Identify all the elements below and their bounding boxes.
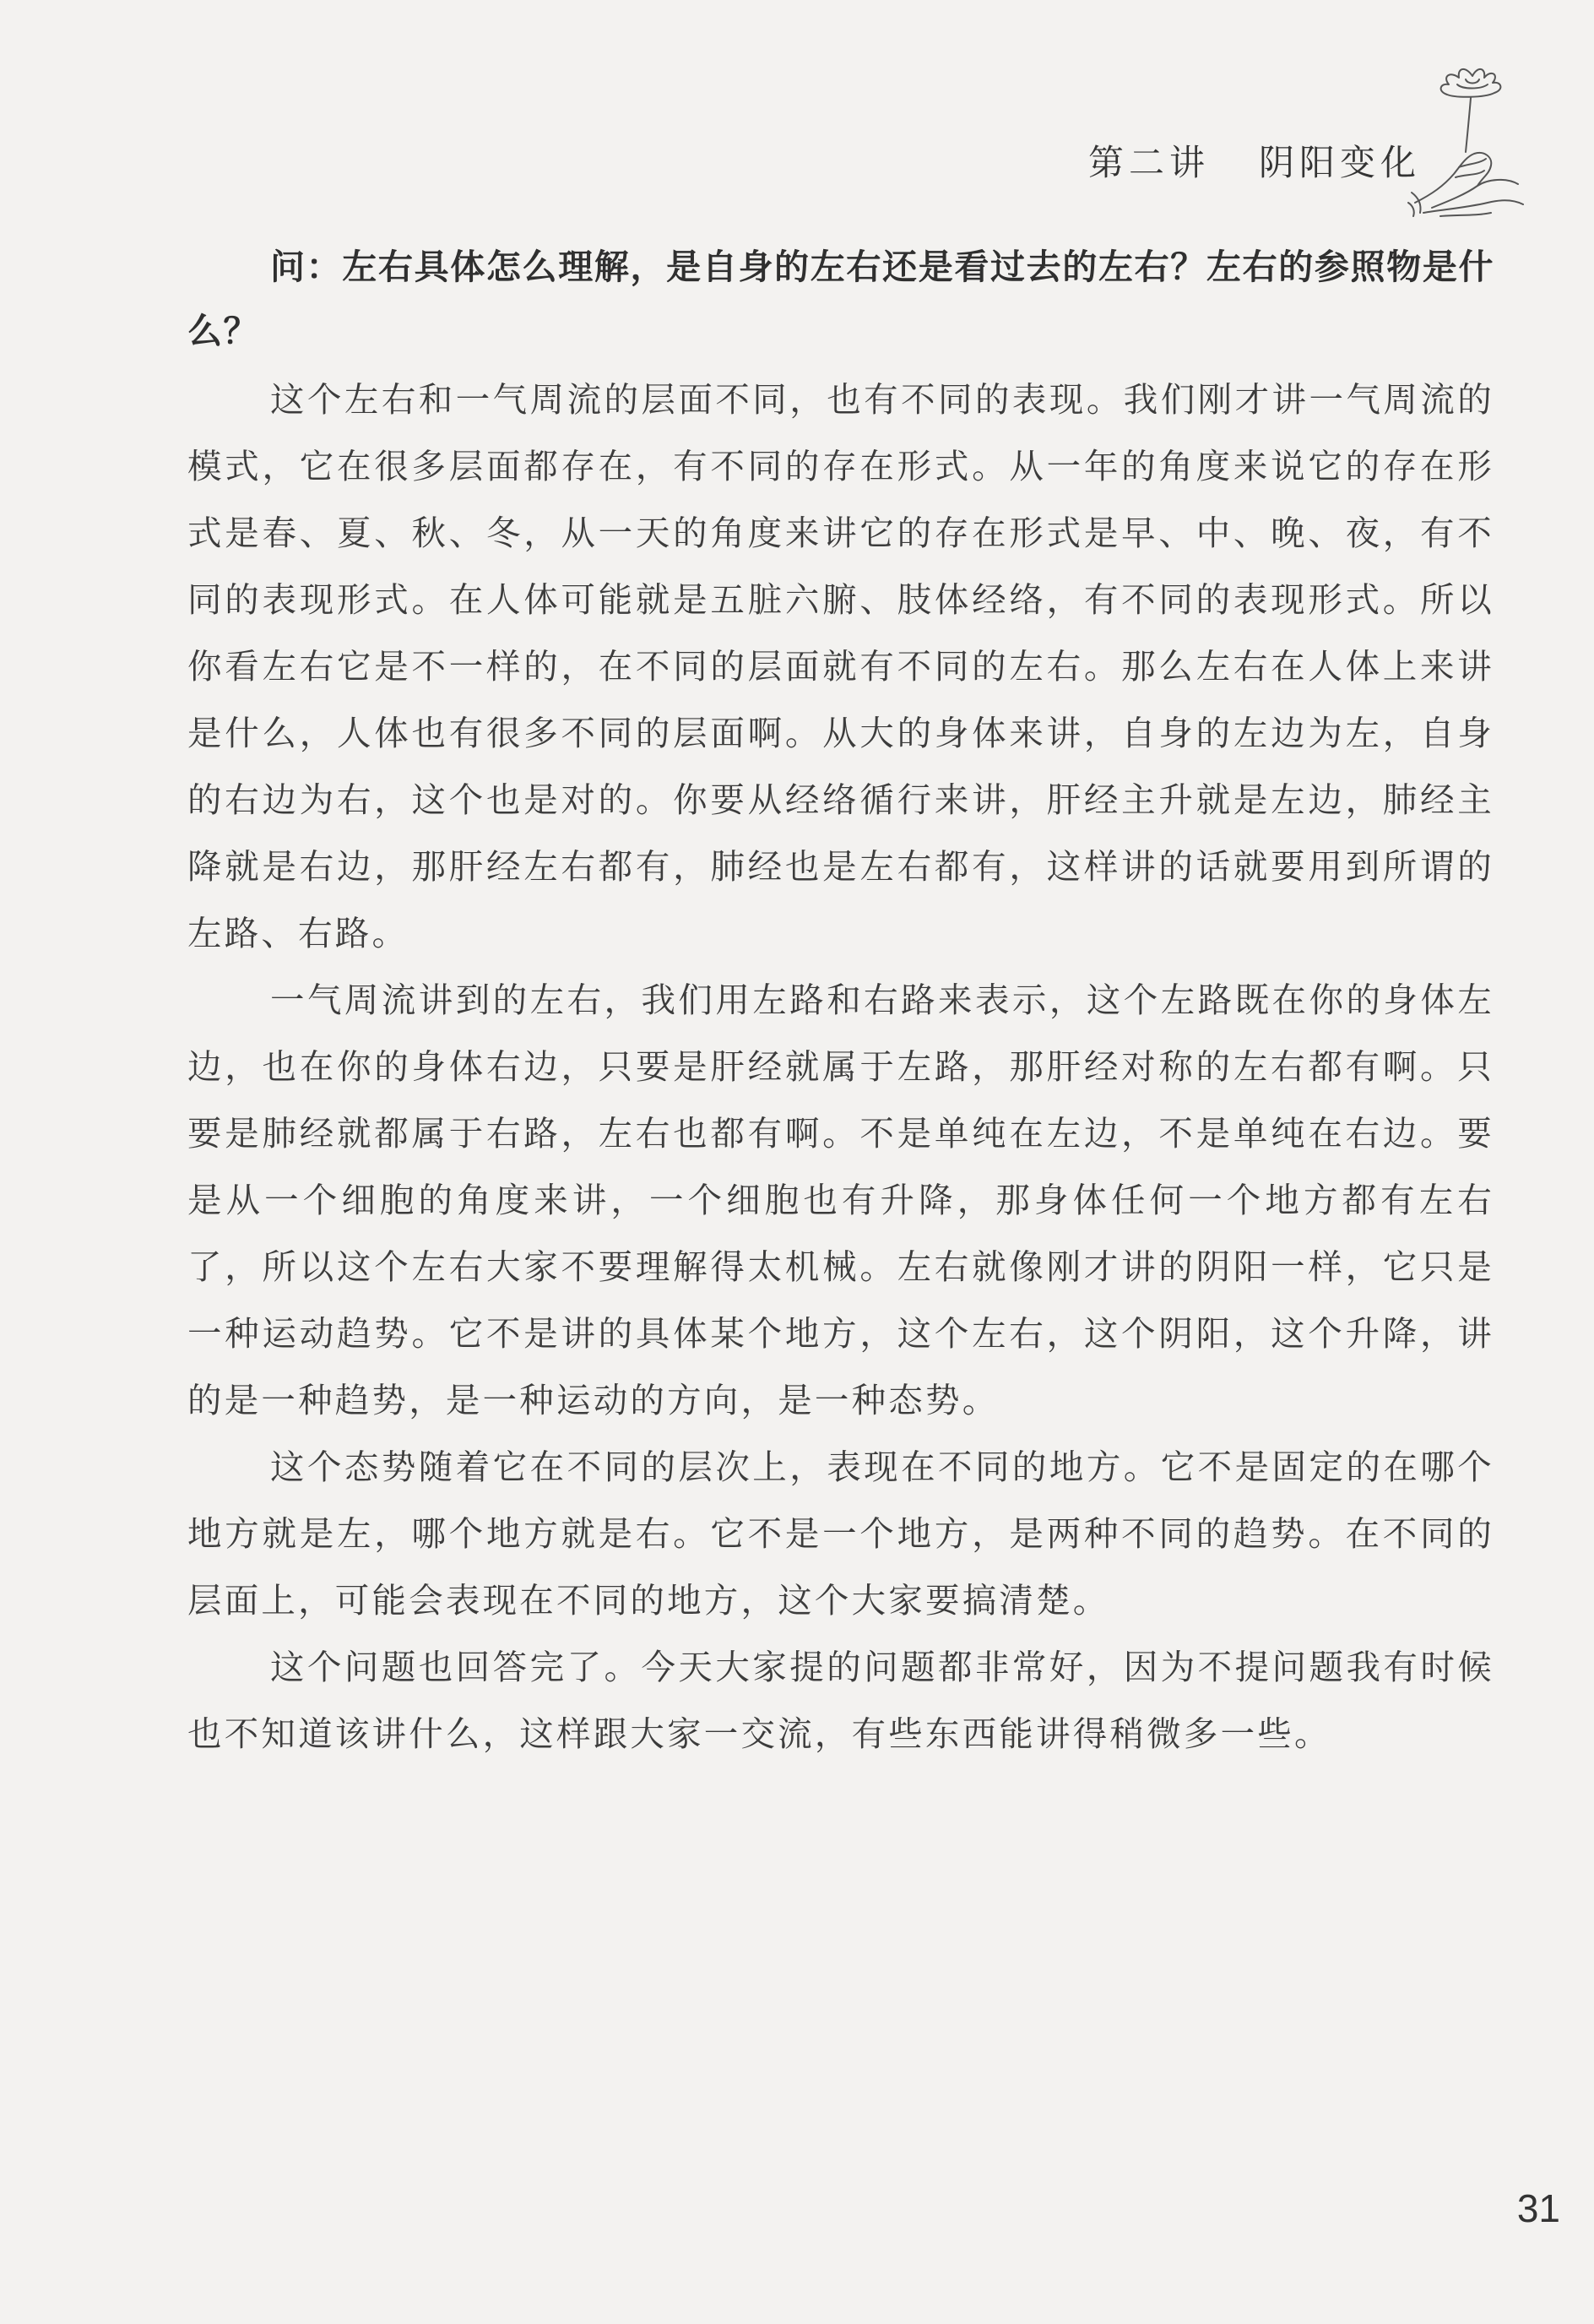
body-paragraph: 这个左右和一气周流的层面不同，也有不同的表现。我们刚才讲一气周流的模式，它在很多层面都存在，有不同的存在形式。从一年的角度来说它的存在形式是春、夏、秋、冬，从一天的角度来讲它的存在形式是早、中、晚、夜，有不同的表现形式。在人体可能就是五脏六腑、肢体经络，有不同的表现形式。所以你看左右它是不一样的，在不同的层面就有不同的左右。那么左右在人体上来讲是什么，人体也有很多不同的层面啊。从大的身体来讲，自身的左边为左，自身的右边为右，这个也是对的。你要从经络循行来讲，肝经主升就是左边，肺经主降就是右边，那肝经左右都有，肺经也是左右都有，这样讲的话就要用到所谓的左路、右路。 — [187, 379, 1494, 953]
page-body — [187, 235, 1494, 1767]
body-paragraph: 一气周流讲到的左右，我们用左路和右路来表示，这个左路既在你的身体左边，也在你的身体右边，只要是肝经就属于左路，那肝经对称的左右都有啊。只要是肺经就都属于右路，左右也都有啊。不是单纯在左边，不是单纯在右边。要是从一个细胞的角度来讲，一个细胞也有升降，那身体任何一个地方都有左右了，所以这个左右大家不要理解得太机械。左右就像刚才讲的阴阳一样，它只是一种运动趋势。它不是讲的具体某个地方，这个左右，这个阴阳，这个升降，讲的是一种趋势，是一种运动的方向，是一种态势。 — [187, 980, 1494, 1420]
chapter-title: 第二讲 阴阳变化 — [1087, 142, 1421, 183]
running-header — [1088, 127, 1421, 194]
question-heading: 问：左右具体怎么理解，是自身的左右还是看过去的左右？左右的参照物是什么？ — [187, 247, 1494, 351]
page-number: 31 — [1516, 2186, 1560, 2230]
body-paragraph: 这个态势随着它在不同的层次上，表现在不同的地方。它不是固定的在哪个地方就是左，哪个地方就是右。它不是一个地方，是两种不同的趋势。在不同的层面上，可能会表现在不同的地方，这个大家要搞清楚。 — [187, 1447, 1494, 1621]
body-paragraph: 这个问题也回答完了。今天大家提的问题都非常好，因为不提问题我有时候也不知道该讲什么，这样跟大家一交流，有些东西能讲得稍微多一些。 — [187, 1647, 1494, 1754]
lotus-hand-icon — [1407, 59, 1533, 220]
